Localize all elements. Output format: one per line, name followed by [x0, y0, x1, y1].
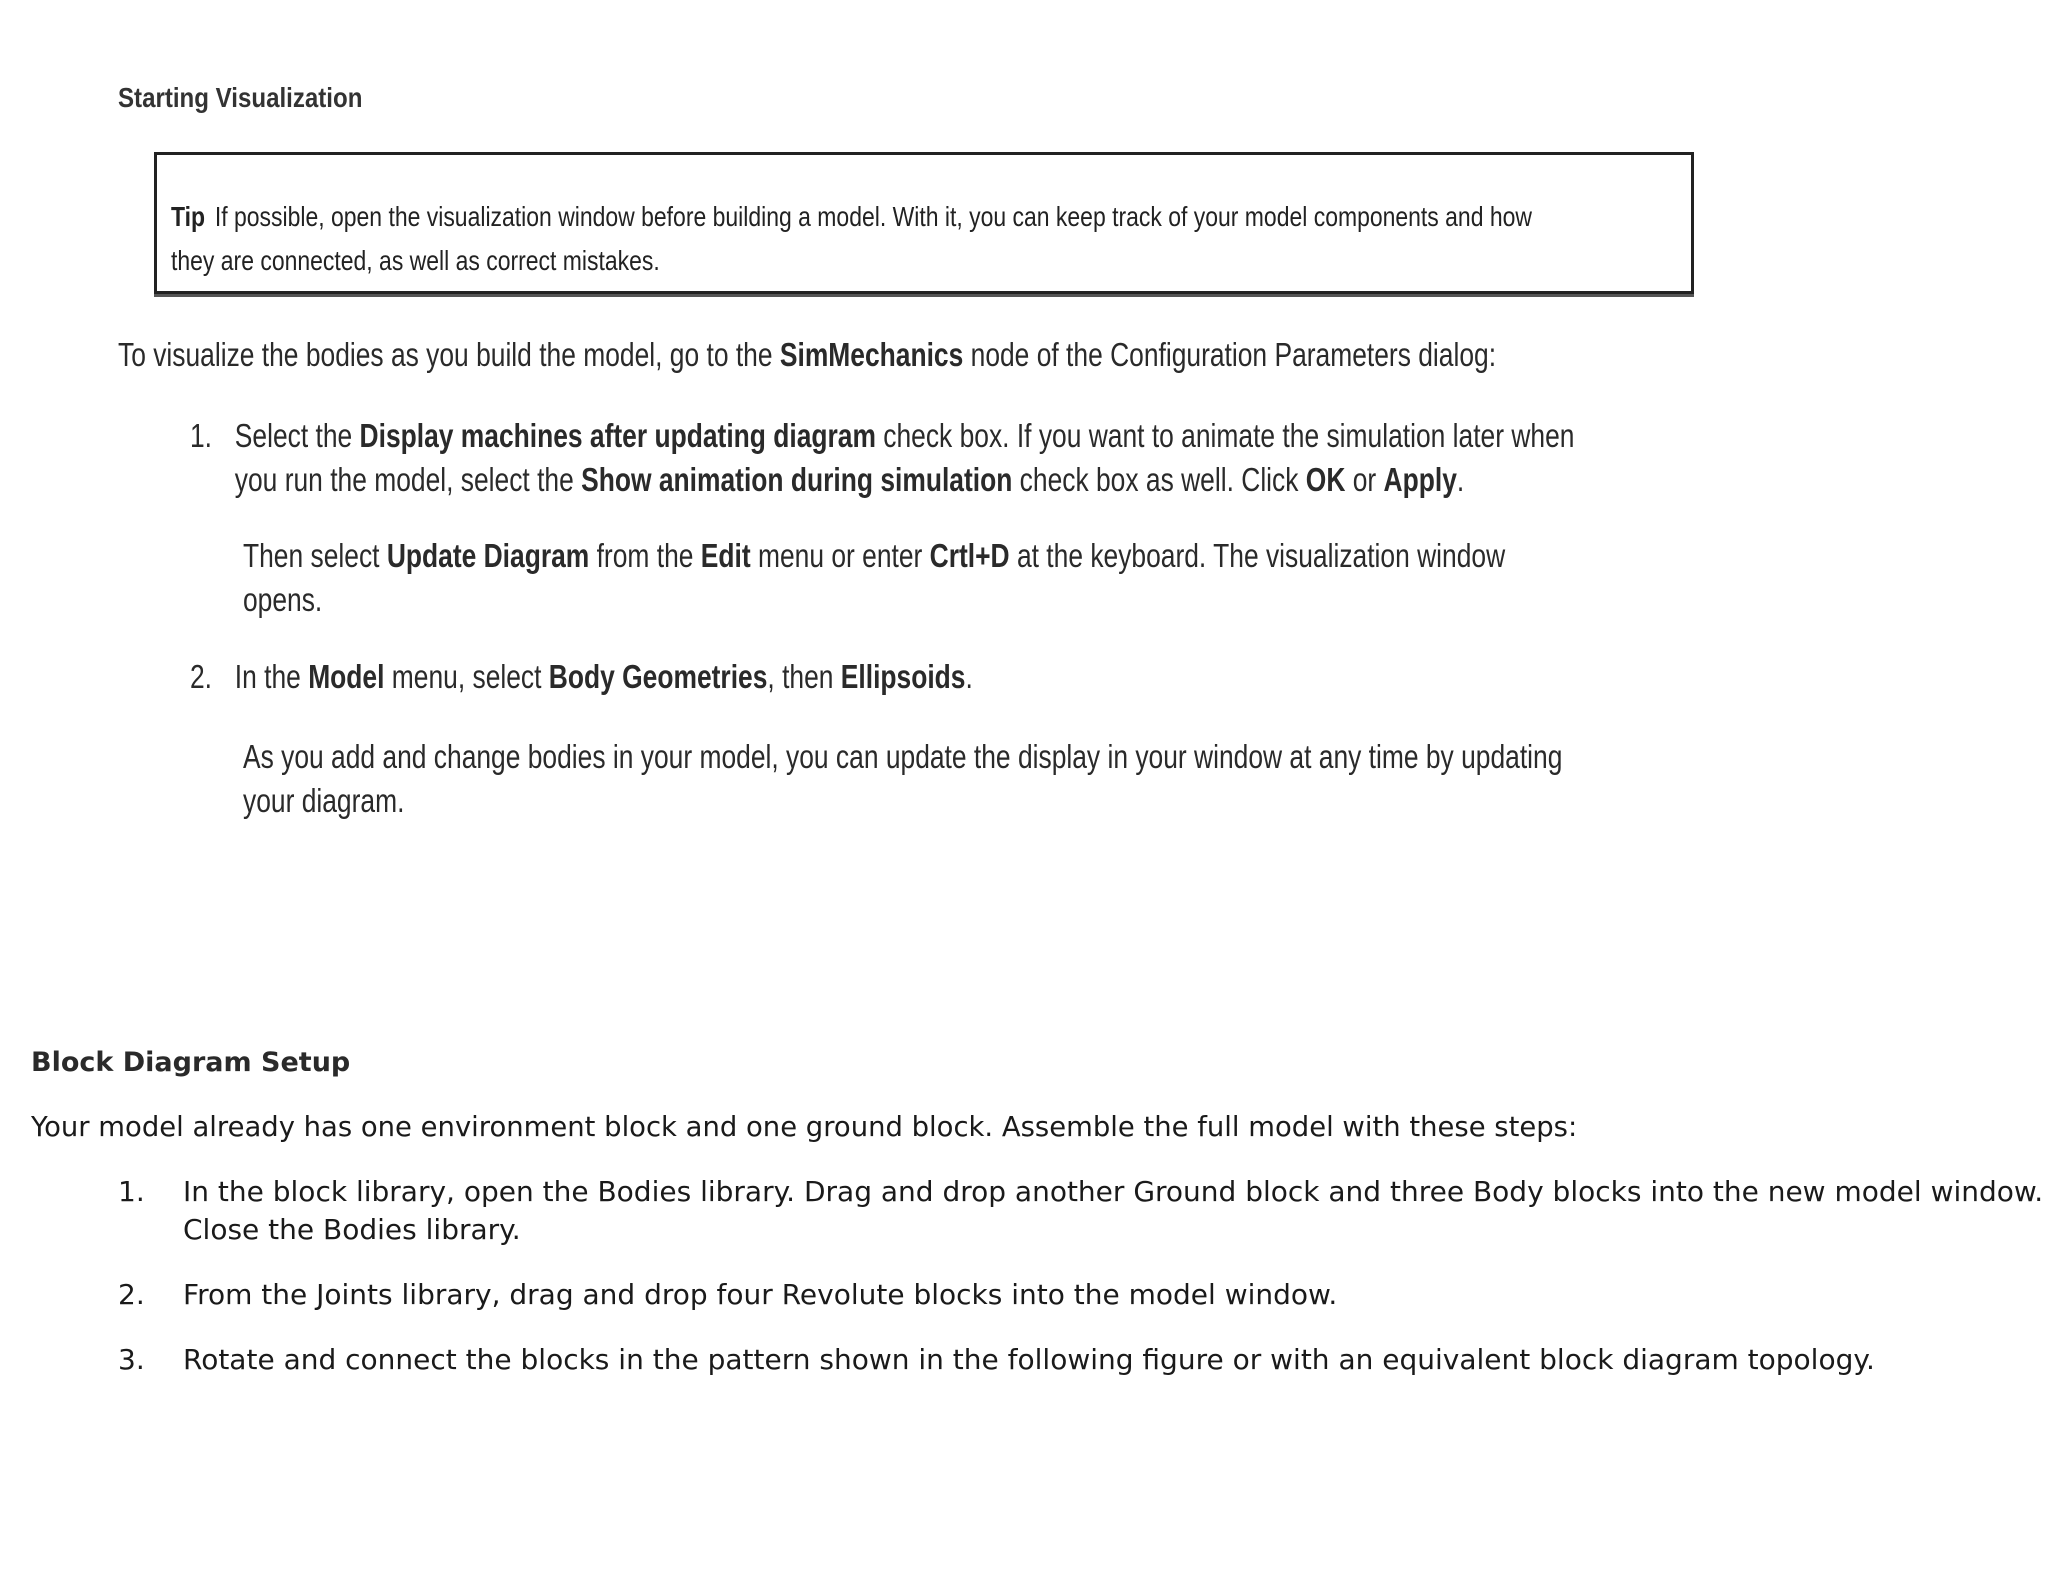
intro-text-end: node of the Configuration Parameters dialog: — [963, 336, 1497, 373]
section-title: Block Diagram Setup — [31, 1047, 351, 1078]
text-run: Then select — [243, 537, 387, 574]
text-run: menu, select — [384, 658, 549, 695]
section-title: Starting Visualization — [118, 82, 363, 113]
list-item-number: 1. — [118, 1175, 145, 1208]
bold-term: Edit — [700, 537, 751, 574]
bold-term: Model — [308, 658, 385, 695]
text-run: menu or enter — [750, 537, 930, 574]
list-item-text: From the Joints library, drag and drop four Revolute blocks into the model window. — [183, 1278, 1338, 1311]
list-item-followup — [243, 534, 1587, 622]
bold-term: Body Geometries — [548, 658, 768, 695]
list-item-text — [235, 655, 1579, 699]
list-item-text: Rotate and connect the blocks in the pattern shown in the following figure or with an equivalent block diagram topology. — [183, 1343, 1875, 1376]
text-run: or — [1345, 461, 1384, 498]
intro-paragraph — [118, 336, 1496, 374]
bold-term: Apply — [1383, 461, 1457, 498]
text-run: at the keyboard. The visualization window opens. — [243, 537, 1506, 618]
list-item-number: 1. — [190, 417, 213, 454]
list-item-number: 3. — [118, 1343, 145, 1376]
list-item-text — [235, 414, 1579, 502]
bold-term: Update Diagram — [386, 537, 590, 574]
bold-term: Show animation during simulation — [581, 461, 1013, 498]
text-run: , then — [767, 658, 841, 695]
text-run: from the — [589, 537, 701, 574]
intro-paragraph: Your model already has one environment block and one ground block. Assemble the full model with these steps: — [31, 1110, 1578, 1143]
text-run: In the — [234, 658, 309, 695]
intro-text: To visualize the bodies as you build the model, go to the — [118, 336, 780, 373]
intro-bold-term: SimMechanics — [779, 336, 964, 373]
bold-term: Display machines after updating diagram — [359, 417, 876, 454]
list-item-followup: As you add and change bodies in your model, you can update the display in your window at any time by updating your diagram. — [243, 738, 1563, 819]
text-run: . — [965, 658, 973, 695]
bold-term: OK — [1305, 461, 1346, 498]
tip-label: Tip — [171, 201, 206, 232]
tip-text: If possible, open the visualization window before building a model. With it, you can keep track of your model components and how they are connected, as well as correct mistakes. — [171, 201, 1532, 276]
tip-content — [171, 195, 1581, 283]
list-item-text: In the block library, open the Bodies library. Drag and drop another Ground block and three Body blocks into the new model window. Close the Bodies library. — [183, 1175, 2044, 1246]
bold-term: Crtl+D — [929, 537, 1010, 574]
bold-term: Ellipsoids — [840, 658, 966, 695]
text-run: check box. If you want to animate the simulation later when you run the model, select the — [234, 417, 1575, 498]
list-item-number: 2. — [118, 1278, 145, 1311]
list-item-number: 2. — [190, 658, 213, 695]
text-run: . — [1456, 461, 1465, 498]
text-run: Select the — [234, 417, 360, 454]
text-run: check box as well. Click — [1012, 461, 1306, 498]
tip-box — [154, 152, 1694, 294]
